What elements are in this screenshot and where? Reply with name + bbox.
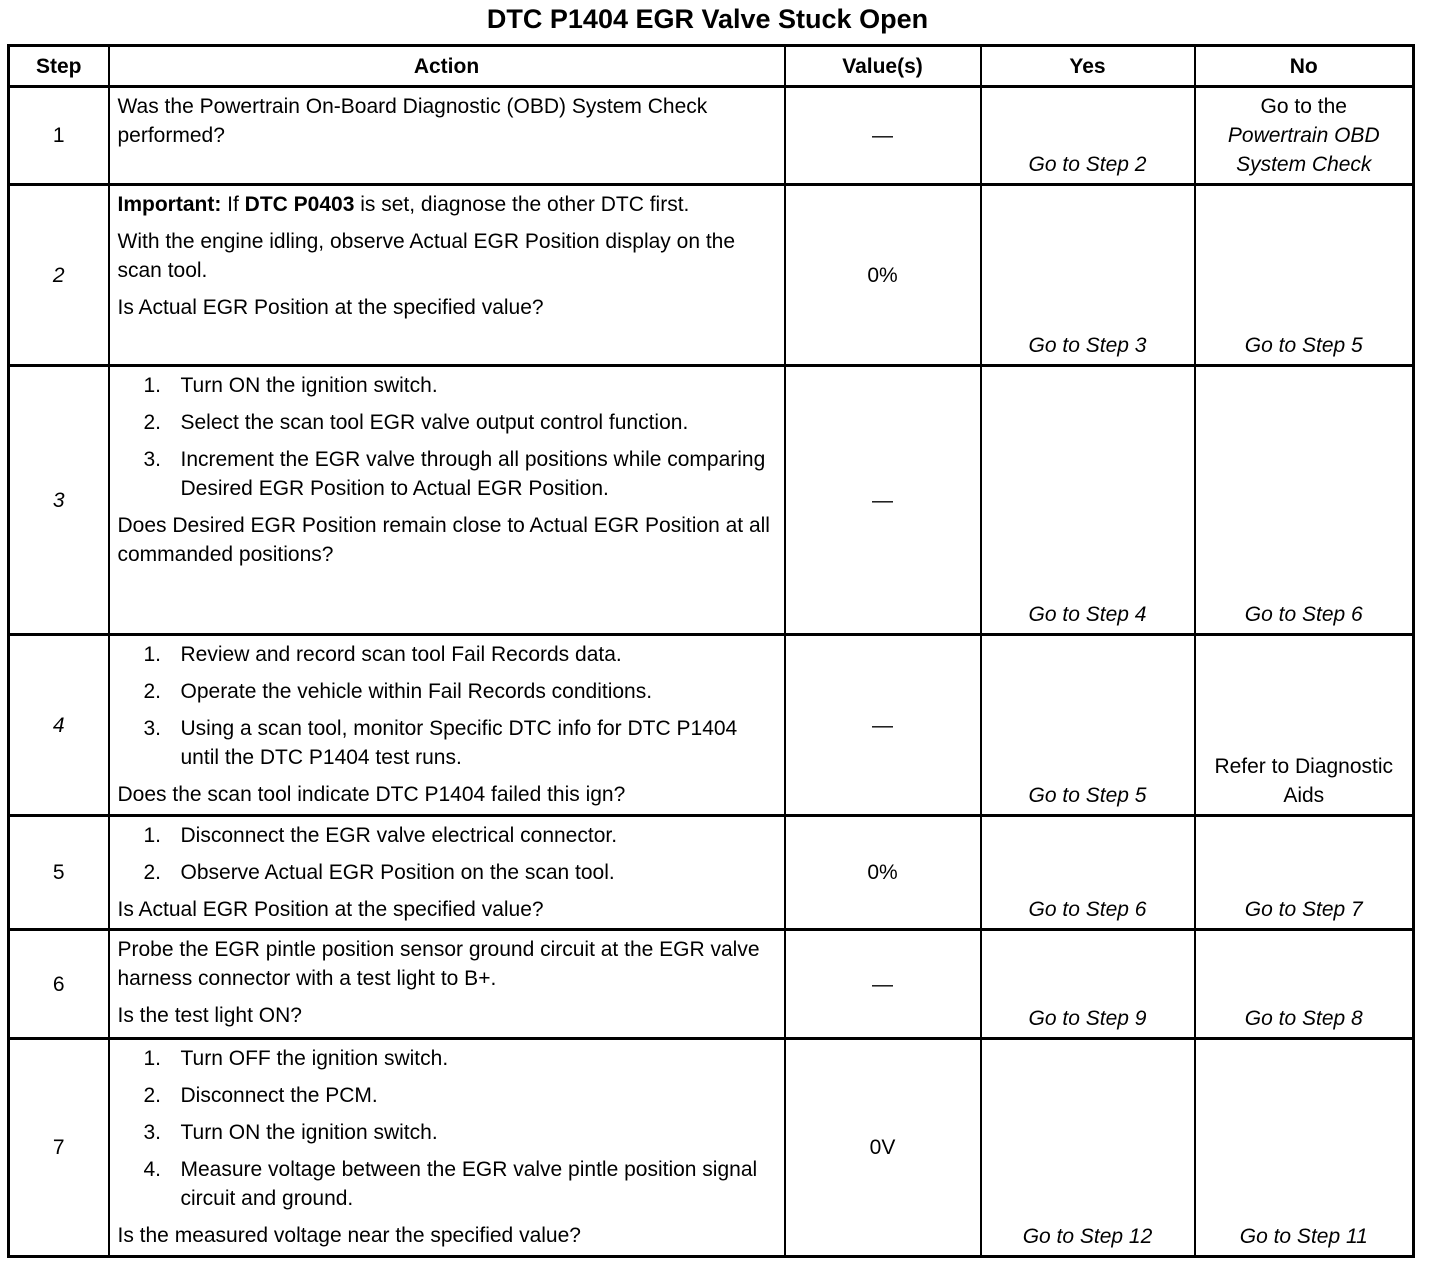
yes-cell: Go to Step 4 [981, 366, 1195, 635]
important-text: If [221, 193, 245, 216]
table-row [9, 87, 1414, 185]
list-item [118, 858, 774, 887]
step-number: 7 [9, 1039, 109, 1257]
value-cell: — [785, 635, 981, 816]
list-item [118, 1155, 774, 1213]
table-row [9, 930, 1414, 1039]
step-number: 2 [9, 185, 109, 366]
no-cell: Refer to Diagnostic Aids [1195, 635, 1414, 816]
table-row [9, 1039, 1414, 1257]
list-item-number: 2. [143, 861, 162, 884]
no-cell-line: Powertrain OBD System Check [1227, 124, 1380, 176]
action-question: Is the test light ON? [117, 1004, 302, 1027]
action-list [118, 640, 774, 772]
table-row [9, 366, 1414, 635]
action-question: Does the scan tool indicate DTC P1404 failed this ign? [117, 783, 626, 806]
no-cell: Go to Step 11 [1195, 1039, 1414, 1257]
list-item [118, 408, 774, 437]
list-item-text: Turn OFF the ignition switch. [180, 1047, 449, 1070]
table-row [9, 816, 1414, 930]
action-cell [109, 635, 785, 816]
list-item [118, 821, 774, 850]
yes-cell: Go to Step 6 [981, 816, 1195, 930]
important-text: is set, diagnose the other DTC first. [354, 193, 690, 216]
header-no: No [1195, 46, 1414, 87]
list-item [118, 677, 774, 706]
list-item [118, 371, 774, 400]
action-cell [109, 816, 785, 930]
list-item-number: 1. [143, 824, 162, 847]
action-cell [109, 1039, 785, 1257]
yes-cell: Go to Step 12 [981, 1039, 1195, 1257]
yes-cell: Go to Step 5 [981, 635, 1195, 816]
action-cell [109, 366, 785, 635]
yes-cell: Go to Step 3 [981, 185, 1195, 366]
page-title: DTC P1404 EGR Valve Stuck Open [486, 4, 929, 34]
list-item-number: 2. [143, 411, 162, 434]
list-item [118, 1118, 774, 1147]
action-question: Is Actual EGR Position at the specified value? [117, 898, 544, 921]
step-number: 6 [9, 930, 109, 1039]
action-cell [109, 930, 785, 1039]
list-item-text: Disconnect the EGR valve electrical connector. [180, 824, 618, 847]
header-yes: Yes [981, 46, 1195, 87]
list-item [118, 1044, 774, 1073]
action-list [118, 1044, 774, 1213]
action-question: Is Actual EGR Position at the specified value? [117, 296, 544, 319]
header-row [9, 46, 1414, 87]
yes-cell: Go to Step 2 [981, 87, 1195, 185]
list-item-number: 1. [143, 1047, 162, 1070]
list-item-number: 3. [143, 448, 162, 471]
no-cell: Go to Step 7 [1195, 816, 1414, 930]
action-paragraph: Probe the EGR pintle position sensor ground circuit at the EGR valve harness connector with a test light to B+. [117, 938, 760, 990]
list-item-number: 2. [143, 1084, 162, 1107]
step-number: 4 [9, 635, 109, 816]
step-number: 5 [9, 816, 109, 930]
list-item-text: Operate the vehicle within Fail Records conditions. [180, 680, 653, 703]
diagnostic-table [7, 44, 1415, 1258]
list-item-text: Increment the EGR valve through all positions while comparing Desired EGR Position to Actual EGR Position. [180, 448, 766, 500]
action-list [118, 821, 774, 887]
step-number: 1 [9, 87, 109, 185]
list-item-text: Measure voltage between the EGR valve pintle position signal circuit and ground. [180, 1158, 758, 1210]
important-dtc: DTC P0403 [244, 193, 355, 216]
no-cell [1195, 87, 1414, 185]
list-item-text: Turn ON the ignition switch. [180, 374, 438, 397]
list-item [118, 640, 774, 669]
action-cell [109, 87, 785, 185]
value-cell: — [785, 87, 981, 185]
header-values: Value(s) [785, 46, 981, 87]
important-note [118, 190, 774, 219]
no-cell: Go to Step 6 [1195, 366, 1414, 635]
no-cell-line: Go to the [1260, 95, 1347, 118]
value-cell: — [785, 366, 981, 635]
list-item [118, 1081, 774, 1110]
list-item-text: Observe Actual EGR Position on the scan tool. [180, 861, 615, 884]
step-number: 3 [9, 366, 109, 635]
yes-cell: Go to Step 9 [981, 930, 1195, 1039]
action-question: Does Desired EGR Position remain close to Actual EGR Position at all commanded positions? [117, 514, 770, 566]
list-item-number: 3. [143, 1121, 162, 1144]
list-item-text: Select the scan tool EGR valve output control function. [180, 411, 689, 434]
list-item-text: Turn ON the ignition switch. [180, 1121, 438, 1144]
action-list [118, 371, 774, 503]
value-cell: 0% [785, 185, 981, 366]
list-item-number: 2. [143, 680, 162, 703]
list-item-text: Disconnect the PCM. [180, 1084, 378, 1107]
action-cell [109, 185, 785, 366]
header-action: Action [109, 46, 785, 87]
action-question: Was the Powertrain On-Board Diagnostic (OBD) System Check performed? [117, 95, 708, 147]
list-item-number: 3. [143, 717, 162, 740]
no-cell: Go to Step 5 [1195, 185, 1414, 366]
list-item [118, 714, 774, 772]
value-cell: 0% [785, 816, 981, 930]
list-item [118, 445, 774, 503]
header-step: Step [9, 46, 109, 87]
list-item-text: Review and record scan tool Fail Records data. [180, 643, 622, 666]
value-cell: 0V [785, 1039, 981, 1257]
value-cell: — [785, 930, 981, 1039]
table-row [9, 185, 1414, 366]
action-paragraph: With the engine idling, observe Actual EGR Position display on the scan tool. [117, 230, 736, 282]
list-item-number: 1. [143, 643, 162, 666]
list-item-number: 1. [143, 374, 162, 397]
action-question: Is the measured voltage near the specified value? [117, 1224, 581, 1247]
table-row [9, 635, 1414, 816]
no-cell: Go to Step 8 [1195, 930, 1414, 1039]
important-label: Important: [117, 193, 222, 216]
list-item-number: 4. [143, 1158, 162, 1181]
list-item-text: Using a scan tool, monitor Specific DTC info for DTC P1404 until the DTC P1404 test runs. [180, 717, 738, 769]
